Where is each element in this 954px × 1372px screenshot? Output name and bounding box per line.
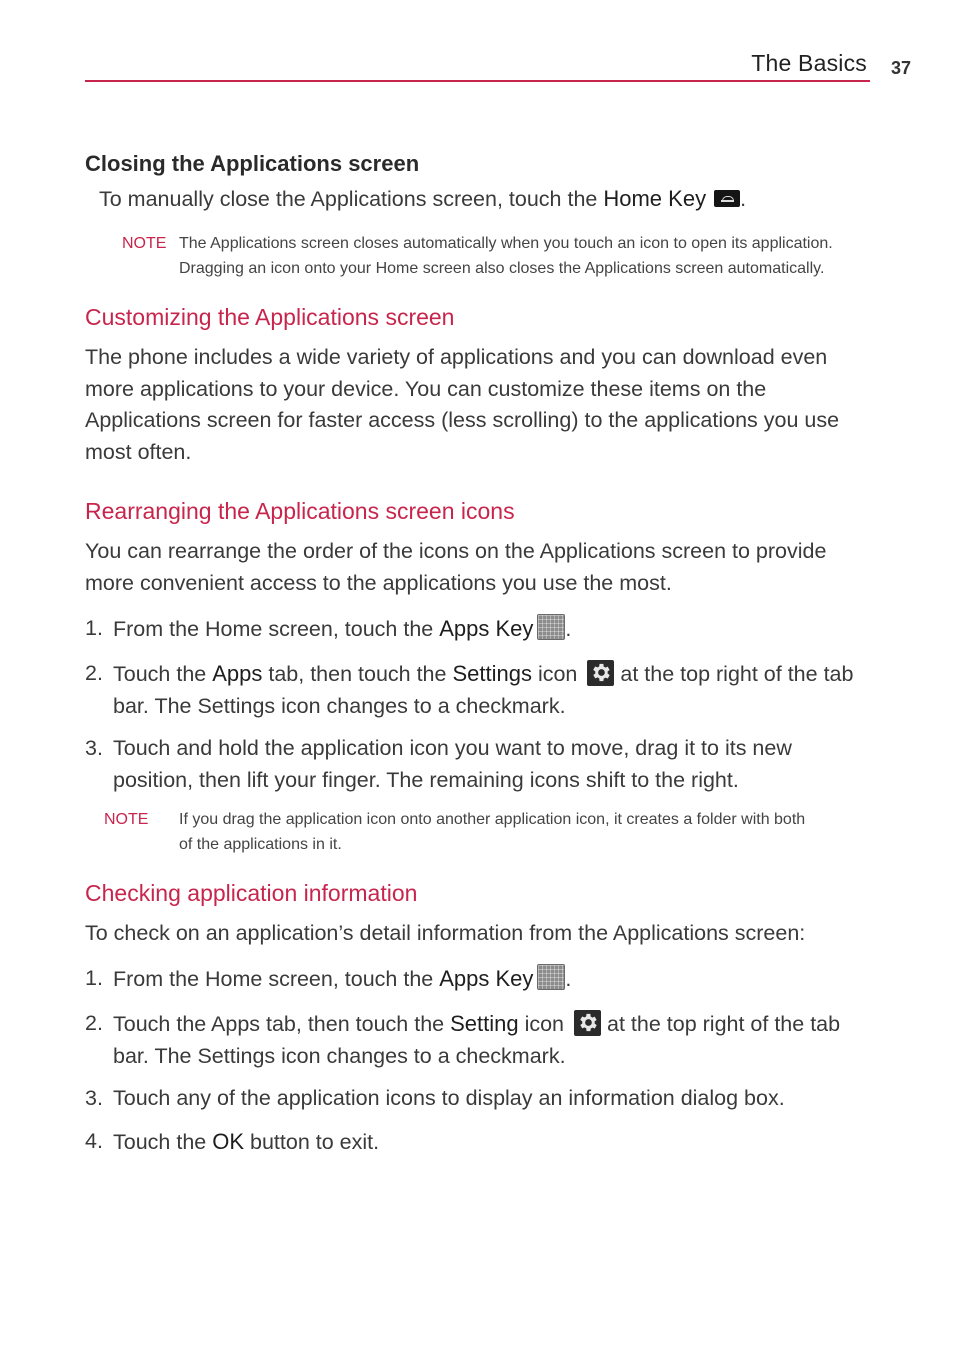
note-text: The Applications screen closes automatically when you touch an icon to open its application. Dragging an icon onto your Home screen also closes the Applications screen automatically.: [179, 235, 833, 277]
settings-gear-icon: [587, 660, 614, 686]
apps-grid-icon: [537, 964, 565, 990]
list-item: 2. Touch the Apps tab, then touch the Setting icon at the top right of the tab bar. The Settings icon changes to a checkmark.: [85, 1011, 841, 1068]
ok-button-label: OK: [212, 1129, 245, 1154]
header-divider: [85, 80, 870, 82]
note-label: NOTE: [104, 811, 149, 828]
closing-text: To manually close the Applications screen, touch the Home Key .: [99, 186, 747, 211]
home-key-icon: [714, 190, 740, 207]
rearranging-paragraph: You can rearrange the order of the icons on the Applications screen to provide more convenient access to the applications you use the most.: [85, 539, 827, 595]
list-item: 1. From the Home screen, touch the Apps Key .: [85, 966, 572, 991]
closing-heading: Closing the Applications screen: [85, 151, 420, 176]
list-item: 1. From the Home screen, touch the Apps Key .: [85, 616, 572, 641]
apps-key-label: Apps Key: [439, 616, 534, 641]
list-item: 4. Touch the OK button to exit.: [85, 1129, 380, 1154]
section-title: The Basics: [751, 50, 867, 76]
settings-gear-icon: [574, 1010, 601, 1036]
apps-key-label: Apps Key: [439, 966, 534, 991]
home-key-label: Home Key: [603, 186, 707, 211]
list-item: 3. Touch any of the application icons to display an information dialog box.: [85, 1086, 785, 1110]
customizing-heading: Customizing the Applications screen: [85, 304, 455, 330]
checking-heading: Checking application information: [85, 880, 418, 906]
apps-grid-icon: [537, 614, 565, 640]
note-label: NOTE: [122, 235, 167, 252]
rearranging-heading: Rearranging the Applications screen icons: [85, 498, 515, 524]
note-text: If you drag the application icon onto another application icon, it creates a folder with both of the applications in it.: [179, 811, 806, 853]
list-item: 3. Touch and hold the application icon you want to move, drag it to its new position, then lift your finger. The remaining icons shift to the right.: [85, 736, 792, 792]
list-item: 2. Touch the Apps tab, then touch the Settings icon at the top right of the tab bar. The Settings icon changes to a checkmark.: [85, 661, 854, 718]
customizing-paragraph: The phone includes a wide variety of applications and you can download even more applications to your device. You can customize these items on the Applications screen for faster access (less scrolling) to the applications you use most often.: [85, 345, 840, 464]
page-number: 37: [891, 58, 912, 78]
checking-paragraph: To check on an application’s detail information from the Applications screen:: [85, 921, 806, 945]
